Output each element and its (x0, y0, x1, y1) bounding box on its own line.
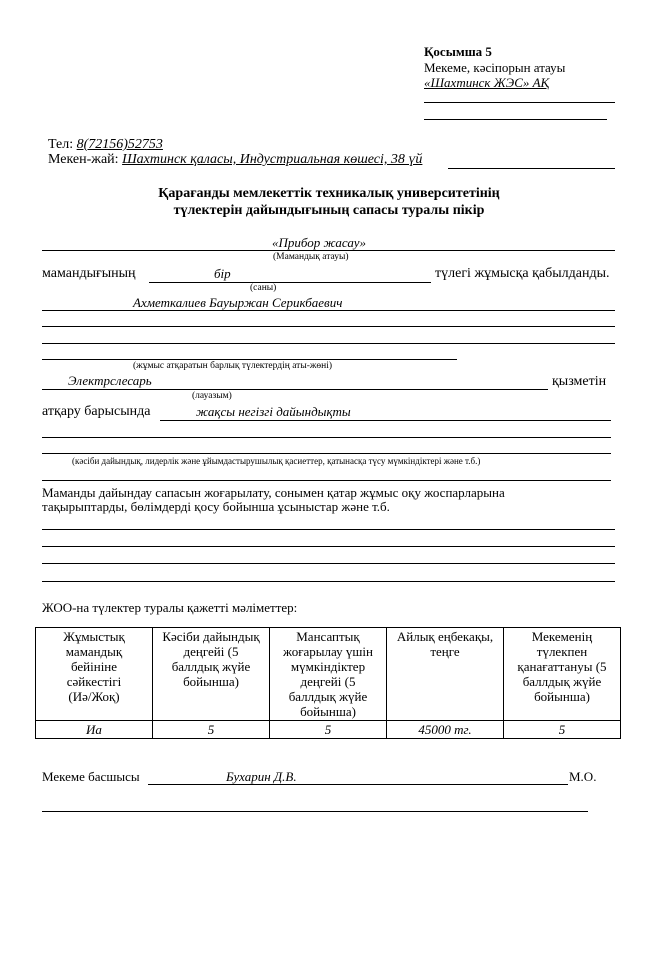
names-line-3 (42, 343, 615, 344)
table-cell: Иа (36, 721, 153, 739)
count-hint: (саны) (250, 283, 277, 293)
position-value: Электрслесарь (68, 373, 152, 388)
header-cell: Мансаптық жоғарылау үшін мүмкіндіктер деңгейі (5 баллдық жүйе бойынша) (270, 628, 387, 721)
proposal-blank-2 (42, 546, 615, 547)
address-label: Мекен-жай: (48, 152, 119, 167)
table-cell: 5 (153, 721, 270, 739)
graduate-info-table (35, 627, 621, 739)
table-cell: 5 (270, 721, 387, 739)
org-label: Мекеме, кәсіпорын атауы (424, 60, 566, 75)
performance-prefix: атқару барысында (42, 404, 151, 419)
org-name: «Шахтинск ЖЭС» АҚ (424, 75, 550, 90)
org-line-1 (424, 102, 615, 103)
performance-line (160, 420, 611, 421)
position-hint: (лауазым) (192, 391, 232, 401)
names-line-4 (42, 359, 457, 360)
proposal-blank-3 (42, 563, 615, 564)
position-line (42, 389, 548, 390)
proposals-line-1: Маманды дайындау сапасын жоғарылату, сонымен қатар жұмыс оқу жоспарларына (42, 485, 505, 500)
count-suffix: түлегі жұмысқа қабылданды. (435, 266, 610, 281)
header-cell: Айлық еңбекақы, теңге (387, 628, 504, 721)
specialty-value: «Прибор жасау» (272, 235, 366, 250)
header-cell: Мекеменің түлекпен қанағаттануы (5 баллдық жүйе бойынша) (504, 628, 621, 721)
table-row (36, 721, 621, 739)
signature-label: Мекеме басшысы (42, 769, 140, 784)
names-line-1 (42, 310, 615, 311)
proposal-blank-4 (42, 581, 615, 582)
proposals-line-2: тақырыптарды, бөлімдерді қосу бойынша ұсыныстар және т.б. (42, 499, 390, 514)
heading-line-1: Қарағанды мемлекеттік техникалық университетінің (158, 186, 500, 201)
address-row (48, 152, 422, 168)
bottom-line (42, 811, 588, 812)
appendix-title: Қосымша 5 (424, 44, 492, 59)
heading-line-2: түлектерін дайындығының сапасы туралы пікір (173, 203, 485, 218)
specialty-hint: (Мамандық атауы) (273, 252, 349, 262)
names-line-2 (42, 326, 615, 327)
count-value: бір (214, 266, 231, 281)
qualities-line-2 (42, 453, 611, 454)
qualities-line-3 (42, 480, 611, 481)
table-cell: 45000 тг. (387, 721, 504, 739)
specialty-prefix: мамандығының (42, 266, 136, 281)
header-cell: Кәсіби дайындық деңгейі (5 баллдық жүйе бойынша) (153, 628, 270, 721)
phone-value: 8(72156)52753 (76, 137, 163, 152)
qualities-line-1 (42, 437, 611, 438)
performance-value: жақсы негізгі дайындықты (196, 404, 351, 419)
table-caption: ЖОО-на түлектер туралы қажетті мәліметтер: (42, 600, 298, 615)
header-cell: Жұмыстық мамандық бейініне сәйкестігі (Иә/Жоқ) (36, 628, 153, 721)
signature-line (148, 784, 568, 785)
phone-row (48, 137, 163, 153)
phone-label: Тел: (48, 137, 74, 152)
address-value: Шахтинск қаласы, Индустриальная көшесі, 38 үй (122, 152, 423, 167)
address-line (448, 168, 615, 169)
graduate-name: Ахметкалиев Бауыржан Серикбаевич (133, 295, 343, 310)
names-hint: (жұмыс атқаратын барлық түлектердің аты-жөні) (133, 361, 333, 371)
position-suffix: қызметін (552, 374, 607, 389)
count-line (149, 282, 431, 283)
org-line-2 (424, 119, 607, 120)
qualities-hint: (кәсіби дайындық, лидерлік және ұйымдастырушылық қасиеттер, қатынасқа түсу мүмкіндіктері және т.б.) (72, 456, 481, 466)
proposal-blank-1 (42, 529, 615, 530)
table-header-row (36, 628, 621, 721)
table-cell: 5 (504, 721, 621, 739)
signature-name: Бухарин Д.В. (226, 769, 297, 784)
signature-stamp: М.О. (569, 769, 597, 784)
